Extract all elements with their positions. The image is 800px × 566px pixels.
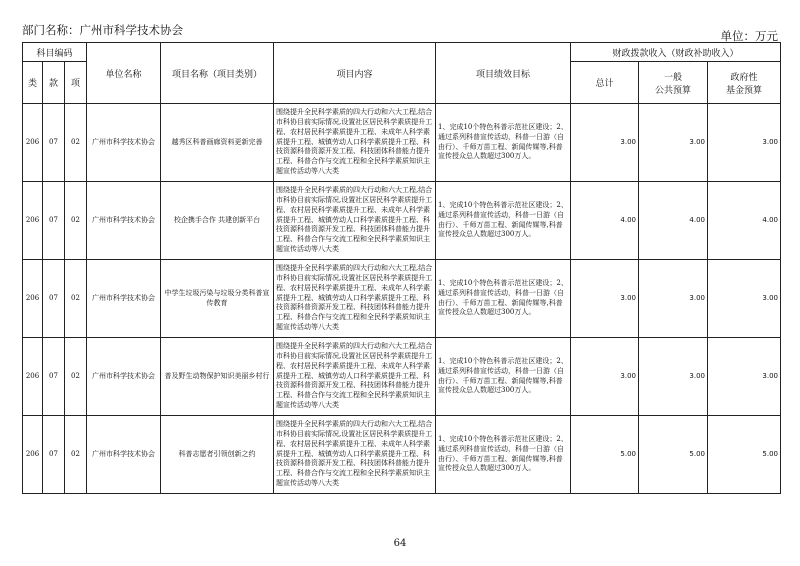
unit-name-cell: 广州市科学技术协会 [87, 104, 161, 182]
budget-table [22, 42, 781, 494]
lei-cell: 206 [23, 260, 43, 338]
table-row [23, 338, 781, 416]
kuan-header: 款 [43, 62, 65, 104]
table-row [23, 104, 781, 182]
page-number: 64 [393, 538, 407, 549]
total-cell: 4.00 [571, 182, 639, 260]
kuan-cell: 07 [43, 260, 65, 338]
fund-budget-header: 政府性 基金预算 [708, 62, 781, 104]
project-name-header: 项目名称（项目类别） [161, 43, 274, 104]
kuan-cell: 07 [43, 104, 65, 182]
funding-group-header: 财政拨款收入（财政补助收入） [571, 43, 781, 62]
xiang-cell: 02 [65, 260, 87, 338]
total-header: 总计 [571, 62, 639, 104]
fund-budget-cell: 5.00 [708, 416, 781, 494]
kuan-cell: 07 [43, 416, 65, 494]
general-budget-cell: 4.00 [639, 182, 708, 260]
performance-goal-cell: 1、完成10个特色科普示范社区建设；2、通过系列科普宣传活动，科普一日游（自由行）、千师万苗工程、新闻传媒等,科普宣传授众总人数超过300万人。 [436, 338, 571, 416]
general-budget-cell: 5.00 [639, 416, 708, 494]
performance-goal-cell: 1、完成10个特色科普示范社区建设；2、通过系列科普宣传活动，科普一日游（自由行）、千师万苗工程、新闻传媒等,科普宣传授众总人数超过300万人。 [436, 104, 571, 182]
lei-cell: 206 [23, 182, 43, 260]
xiang-cell: 02 [65, 182, 87, 260]
xiang-cell: 02 [65, 104, 87, 182]
project-content-header: 项目内容 [274, 43, 436, 104]
project-content-cell: 围绕提升全民科学素质的四大行动和六大工程,结合市科协目前实际情况,设置社区居民科学素质提升工程、农村居民科学素质提升工程、未成年人科学素质提升工程、城镇劳动人口科学素质提升工程、科技资源科普资源开发工程、科技团体科普能力提升工程、科普合作与交流工程和全民科学素质知识主题宣传活动等八大类 [274, 182, 436, 260]
project-content-cell: 围绕提升全民科学素质的四大行动和六大工程,结合市科协目前实际情况,设置社区居民科学素质提升工程、农村居民科学素质提升工程、未成年人科学素质提升工程、城镇劳动人口科学素质提升工程、科技资源科普资源开发工程、科技团体科普能力提升工程、科普合作与交流工程和全民科学素质知识主题宣传活动等八大类 [274, 338, 436, 416]
total-cell: 5.00 [571, 416, 639, 494]
project-content-cell: 围绕提升全民科学素质的四大行动和六大工程,结合市科协目前实际情况,设置社区居民科学素质提升工程、农村居民科学素质提升工程、未成年人科学素质提升工程、城镇劳动人口科学素质提升工程、科技资源科普资源开发工程、科技团体科普能力提升工程、科普合作与交流工程和全民科学素质知识主题宣传活动等八大类 [274, 104, 436, 182]
project-content-cell: 围绕提升全民科学素质的四大行动和六大工程,结合市科协目前实际情况,设置社区居民科学素质提升工程、农村居民科学素质提升工程、未成年人科学素质提升工程、城镇劳动人口科学素质提升工程、科技资源科普资源开发工程、科技团体科普能力提升工程、科普合作与交流工程和全民科学素质知识主题宣传活动等八大类 [274, 416, 436, 494]
total-cell: 3.00 [571, 260, 639, 338]
total-cell: 3.00 [571, 338, 639, 416]
project-name-cell: 校企携手合作 共建创新平台 [161, 182, 274, 260]
total-cell: 3.00 [571, 104, 639, 182]
performance-goal-cell: 1、完成10个特色科普示范社区建设；2、通过系列科普宣传活动，科普一日游（自由行）、千师万苗工程、新闻传媒等,科普宣传授众总人数超过300万人。 [436, 260, 571, 338]
project-name-cell: 中学生垃圾污染与垃圾分类科普宣传教育 [161, 260, 274, 338]
general-budget-cell: 3.00 [639, 338, 708, 416]
lei-cell: 206 [23, 416, 43, 494]
subject-code-header: 科目编码 [23, 43, 87, 62]
table-row [23, 182, 781, 260]
kuan-cell: 07 [43, 182, 65, 260]
lei-cell: 206 [23, 104, 43, 182]
kuan-cell: 07 [43, 338, 65, 416]
project-name-cell: 科普志愿者引领创新之约 [161, 416, 274, 494]
lei-cell: 206 [23, 338, 43, 416]
unit-name-cell: 广州市科学技术协会 [87, 338, 161, 416]
currency-unit: 单位：万元 [720, 29, 778, 43]
table-row [23, 416, 781, 494]
lei-header: 类 [23, 62, 43, 104]
project-content-cell: 围绕提升全民科学素质的四大行动和六大工程,结合市科协目前实际情况,设置社区居民科学素质提升工程、农村居民科学素质提升工程、未成年人科学素质提升工程、城镇劳动人口科学素质提升工程、科技资源科普资源开发工程、科技团体科普能力提升工程、科普合作与交流工程和全民科学素质知识主题宣传活动等八大类 [274, 260, 436, 338]
performance-goal-cell: 1、完成10个特色科普示范社区建设；2、通过系列科普宣传活动，科普一日游（自由行）、千师万苗工程、新闻传媒等,科普宣传授众总人数超过300万人。 [436, 416, 571, 494]
project-name-cell: 普及野生动物保护知识美丽乡村行 [161, 338, 274, 416]
xiang-header: 项 [65, 62, 87, 104]
xiang-cell: 02 [65, 416, 87, 494]
unit-name-cell: 广州市科学技术协会 [87, 416, 161, 494]
department-name: 部门名称：广州市科学技术协会 [22, 23, 183, 37]
table-row [23, 260, 781, 338]
xiang-cell: 02 [65, 338, 87, 416]
unit-name-cell: 广州市科学技术协会 [87, 260, 161, 338]
unit-name-header: 单位名称 [87, 43, 161, 104]
fund-budget-cell: 3.00 [708, 338, 781, 416]
general-budget-cell: 3.00 [639, 260, 708, 338]
general-budget-header: 一般 公共预算 [639, 62, 708, 104]
fund-budget-cell: 3.00 [708, 260, 781, 338]
performance-goal-header: 项目绩效目标 [436, 43, 571, 104]
fund-budget-cell: 4.00 [708, 182, 781, 260]
performance-goal-cell: 1、完成10个特色科普示范社区建设；2、通过系列科普宣传活动，科普一日游（自由行）、千师万苗工程、新闻传媒等,科普宣传授众总人数超过300万人。 [436, 182, 571, 260]
general-budget-cell: 3.00 [639, 104, 708, 182]
project-name-cell: 越秀区科普画廊资料更新完善 [161, 104, 274, 182]
fund-budget-cell: 3.00 [708, 104, 781, 182]
unit-name-cell: 广州市科学技术协会 [87, 182, 161, 260]
